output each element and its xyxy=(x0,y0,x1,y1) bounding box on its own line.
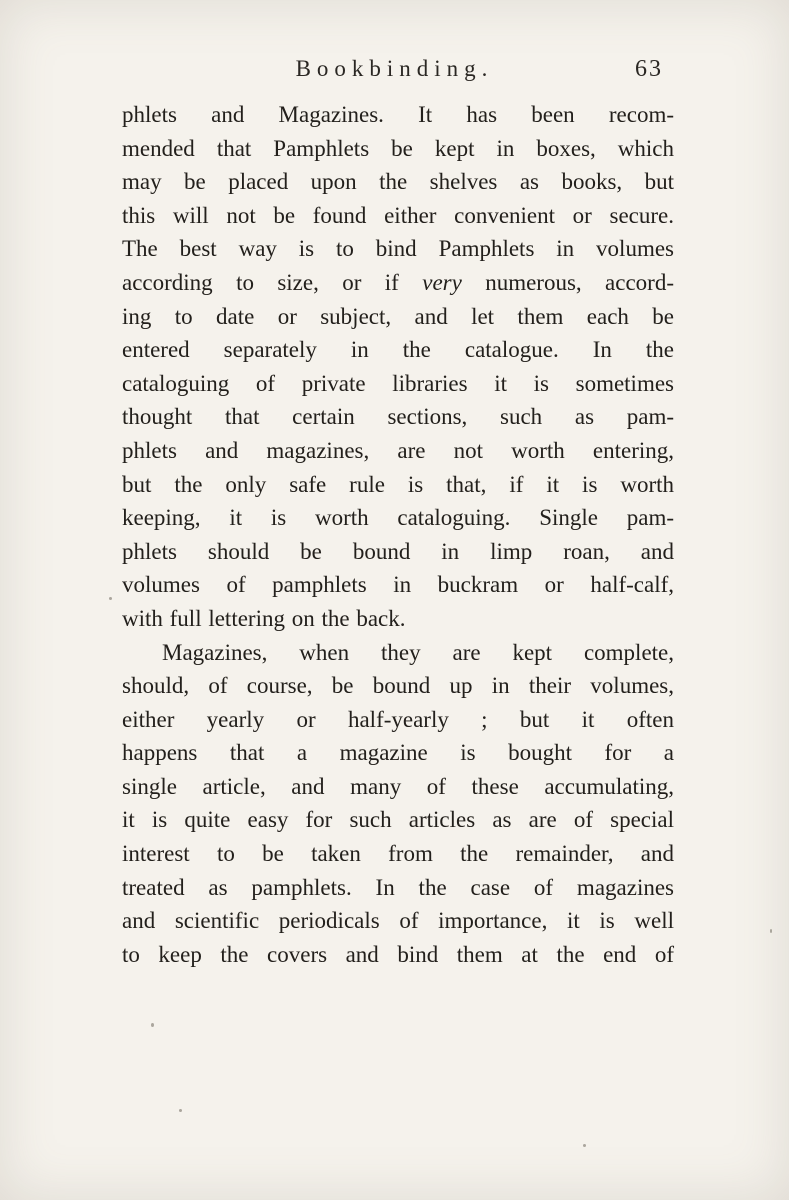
page-title: Bookbinding. xyxy=(295,56,494,81)
text-line: and scientific periodicals of importance, it is well xyxy=(122,908,674,934)
text-line: either yearly or half-yearly ; but it often xyxy=(122,706,674,732)
page-number: 63 xyxy=(635,56,663,82)
text-line: according to size, or if very numerous, accord- xyxy=(122,269,674,295)
text-line: phlets should be bound in limp roan, and xyxy=(122,538,674,564)
text-line: keeping, it is worth cataloguing. Single pam- xyxy=(122,505,674,531)
text-line: with full lettering on the back. xyxy=(122,605,406,631)
text-line: single article, and many of these accumulating, xyxy=(122,773,674,799)
text-line: may be placed upon the shelves as books, but xyxy=(122,169,674,195)
text-line: The best way is to bind Pamphlets in volumes xyxy=(122,236,674,262)
text-line: it is quite easy for such articles as are of special xyxy=(122,807,674,833)
paragraph xyxy=(122,98,674,636)
text-line: cataloguing of private libraries it is sometimes xyxy=(122,370,674,396)
text-line: mended that Pamphlets be kept in boxes, which xyxy=(122,135,674,161)
text-line: ing to date or subject, and let them each be xyxy=(122,303,674,329)
text-line: thought that certain sections, such as pam- xyxy=(122,404,674,430)
scan-speck xyxy=(151,1023,154,1027)
text-line: happens that a magazine is bought for a xyxy=(122,740,674,766)
text-line: interest to be taken from the remainder, and xyxy=(122,841,674,867)
text-line: this will not be found either convenient or secure. xyxy=(122,202,674,228)
text-line: Magazines, when they are kept complete, xyxy=(162,639,674,665)
text-line: should, of course, be bound up in their volumes, xyxy=(122,673,674,699)
text-line: phlets and magazines, are not worth entering, xyxy=(122,437,674,463)
text-block xyxy=(122,98,674,971)
page-header xyxy=(0,56,789,86)
text-line: phlets and Magazines. It has been recom- xyxy=(122,102,674,127)
scan-speck xyxy=(770,929,772,933)
scan-speck xyxy=(109,597,112,600)
text-line: but the only safe rule is that, if it is worth xyxy=(122,471,674,497)
text-line: to keep the covers and bind them at the end of xyxy=(122,941,674,967)
text-line: treated as pamphlets. In the case of magazines xyxy=(122,874,674,900)
paragraph xyxy=(122,636,674,972)
scan-speck xyxy=(179,1109,182,1112)
scan-speck xyxy=(583,1144,586,1147)
text-line: entered separately in the catalogue. In the xyxy=(122,337,674,363)
text-line: volumes of pamphlets in buckram or half-calf, xyxy=(122,572,674,598)
